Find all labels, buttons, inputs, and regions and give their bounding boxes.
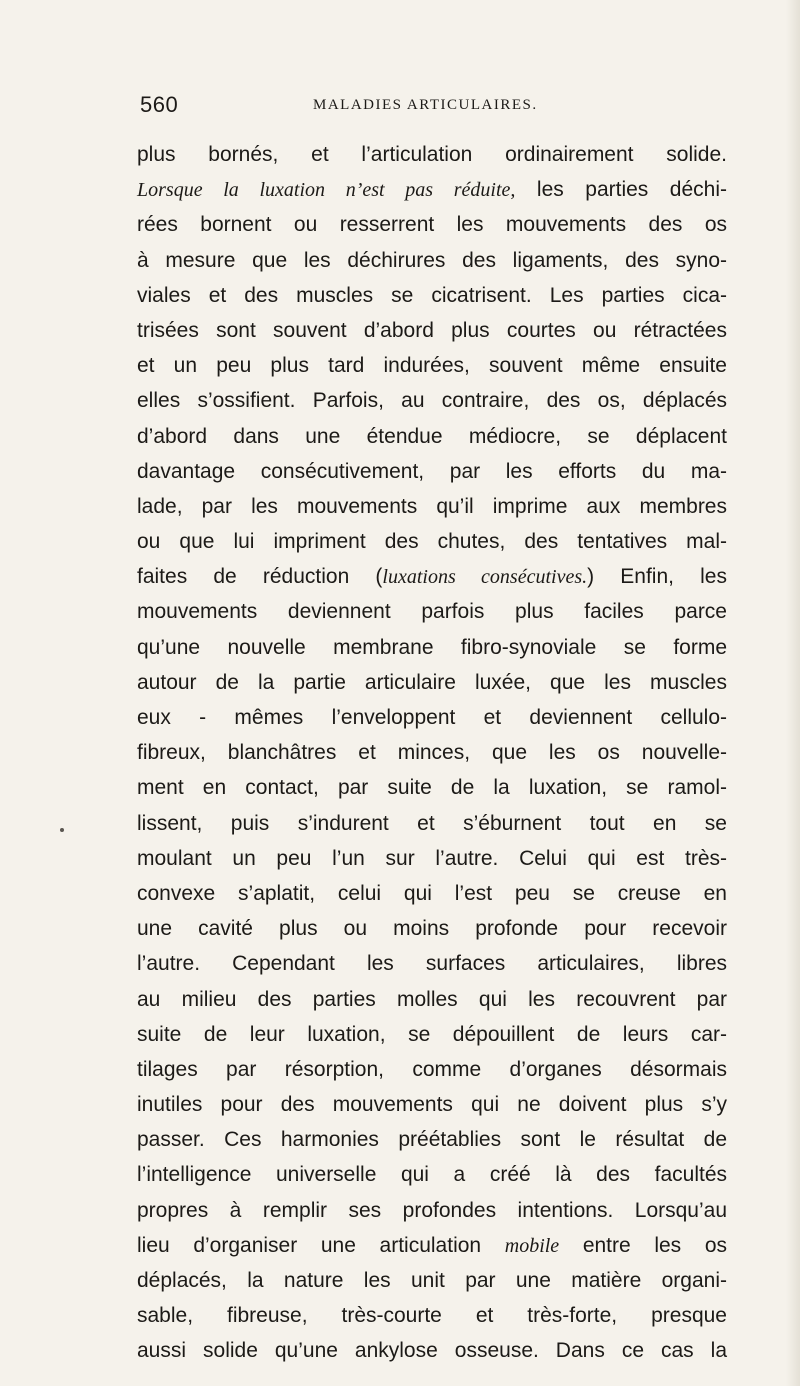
text-line — [137, 1298, 727, 1333]
text-line — [137, 313, 727, 348]
text-line — [137, 876, 727, 911]
text-run: trisées sont souvent d’abord plus courtes ou rétractées — [137, 318, 727, 342]
text-run: inutiles pour des mouvements qui ne doivent plus s’y — [137, 1093, 727, 1117]
italic-text: luxations consécutives. — [382, 566, 588, 589]
text-run: fibreux, blanchâtres et minces, que les os nouvelle- — [137, 741, 727, 765]
text-run: à mesure que les déchirures des ligaments, des syno- — [137, 248, 727, 272]
text-run: elles s’ossifient. Parfois, au contraire, des os, déplacés — [137, 389, 727, 413]
text-line — [137, 243, 727, 278]
running-title: MALADIES ARTICULAIRES. — [313, 97, 538, 113]
text-run: mouvements deviennent parfois plus faciles parce — [137, 600, 727, 624]
text-line — [137, 454, 727, 489]
text-line — [137, 419, 727, 454]
text-line — [137, 1193, 727, 1228]
text-line — [137, 1228, 727, 1263]
text-line — [137, 1157, 727, 1192]
page-header — [140, 92, 720, 122]
text-line — [137, 1087, 727, 1122]
text-line — [137, 946, 727, 981]
text-line — [137, 172, 727, 207]
text-line — [137, 524, 727, 559]
text-run: eux - mêmes l’enveloppent et deviennent cellulo- — [137, 706, 727, 729]
text-run: les parties déchi- — [515, 178, 728, 202]
margin-mark — [60, 828, 64, 832]
text-run: convexe s’aplatit, celui qui l’est peu se creuse en — [137, 881, 727, 905]
text-line — [137, 559, 727, 594]
text-run: lissent, puis s’indurent et s’éburnent tout en se — [137, 811, 727, 835]
italic-text: mobile — [504, 1234, 560, 1257]
page-number: 560 — [140, 92, 179, 117]
text-line — [137, 348, 727, 383]
text-run: l’autre. Cependant les surfaces articulaires, libres — [137, 952, 727, 976]
text-line — [137, 806, 727, 841]
text-line — [137, 383, 727, 418]
text-run: plus bornés, et l’articulation ordinairement solide. — [137, 143, 727, 166]
text-run: passer. Ces harmonies préétablies sont le résultat de — [137, 1128, 727, 1152]
text-run: une cavité plus ou moins profonde pour recevoir — [137, 917, 727, 941]
text-line — [137, 1052, 727, 1087]
text-run: aussi solide qu’une ankylose osseuse. Dans ce cas la — [137, 1339, 727, 1363]
text-line — [137, 594, 727, 629]
text-run: suite de leur luxation, se dépouillent de leurs car- — [137, 1022, 727, 1046]
text-run: sable, fibreuse, très-courte et très-forte, presque — [137, 1304, 727, 1328]
text-line — [137, 207, 727, 242]
text-run: ou que lui impriment des chutes, des tentatives mal- — [137, 530, 727, 554]
text-run: tilages par résorption, comme d’organes désormais — [137, 1057, 727, 1081]
text-run: et un peu plus tard indurées, souvent même ensuite — [137, 354, 727, 378]
body-text — [137, 137, 727, 1369]
italic-text: Lorsque la luxation n’est pas réduite, — [137, 179, 516, 202]
text-line — [137, 489, 727, 524]
text-run: autour de la partie articulaire luxée, que les muscles — [137, 670, 727, 694]
text-run: ment en contact, par suite de la luxation, se ramol- — [137, 776, 727, 800]
text-run: d’abord dans une étendue médiocre, se déplacent — [137, 424, 727, 448]
text-line — [137, 841, 727, 876]
text-run: l’intelligence universelle qui a créé là des facultés — [137, 1163, 727, 1187]
text-line — [137, 1017, 727, 1052]
text-line — [137, 770, 727, 805]
page-edge — [786, 0, 800, 1386]
text-run: viales et des muscles se cicatrisent. Les parties cica- — [137, 283, 727, 307]
text-line — [137, 982, 727, 1017]
text-run: rées bornent ou resserrent les mouvements des os — [137, 213, 727, 237]
text-run: ) Enfin, les — [587, 565, 727, 589]
text-run: lieu d’organiser une articulation — [137, 1233, 505, 1257]
text-line — [137, 700, 727, 735]
text-run: davantage consécutivement, par les efforts du ma- — [137, 459, 727, 483]
text-run: faites de réduction ( — [137, 565, 383, 589]
text-run: qu’une nouvelle membrane fibro-synoviale se forme — [137, 635, 727, 659]
text-line — [137, 137, 727, 172]
text-run: propres à remplir ses profondes intentions. Lorsqu’au — [137, 1198, 727, 1222]
text-line — [137, 1333, 727, 1368]
text-line — [137, 911, 727, 946]
text-line — [137, 1263, 727, 1298]
text-line — [137, 278, 727, 313]
text-run: lade, par les mouvements qu’il imprime aux membres — [137, 494, 727, 518]
text-run: au milieu des parties molles qui les recouvrent par — [137, 987, 727, 1011]
text-run: entre les os — [559, 1233, 727, 1257]
text-run: moulant un peu l’un sur l’autre. Celui qui est très- — [137, 846, 727, 870]
text-line — [137, 735, 727, 770]
text-line — [137, 630, 727, 665]
text-line — [137, 1122, 727, 1157]
text-run: déplacés, la nature les unit par une matière organi- — [137, 1269, 727, 1292]
text-line — [137, 665, 727, 700]
